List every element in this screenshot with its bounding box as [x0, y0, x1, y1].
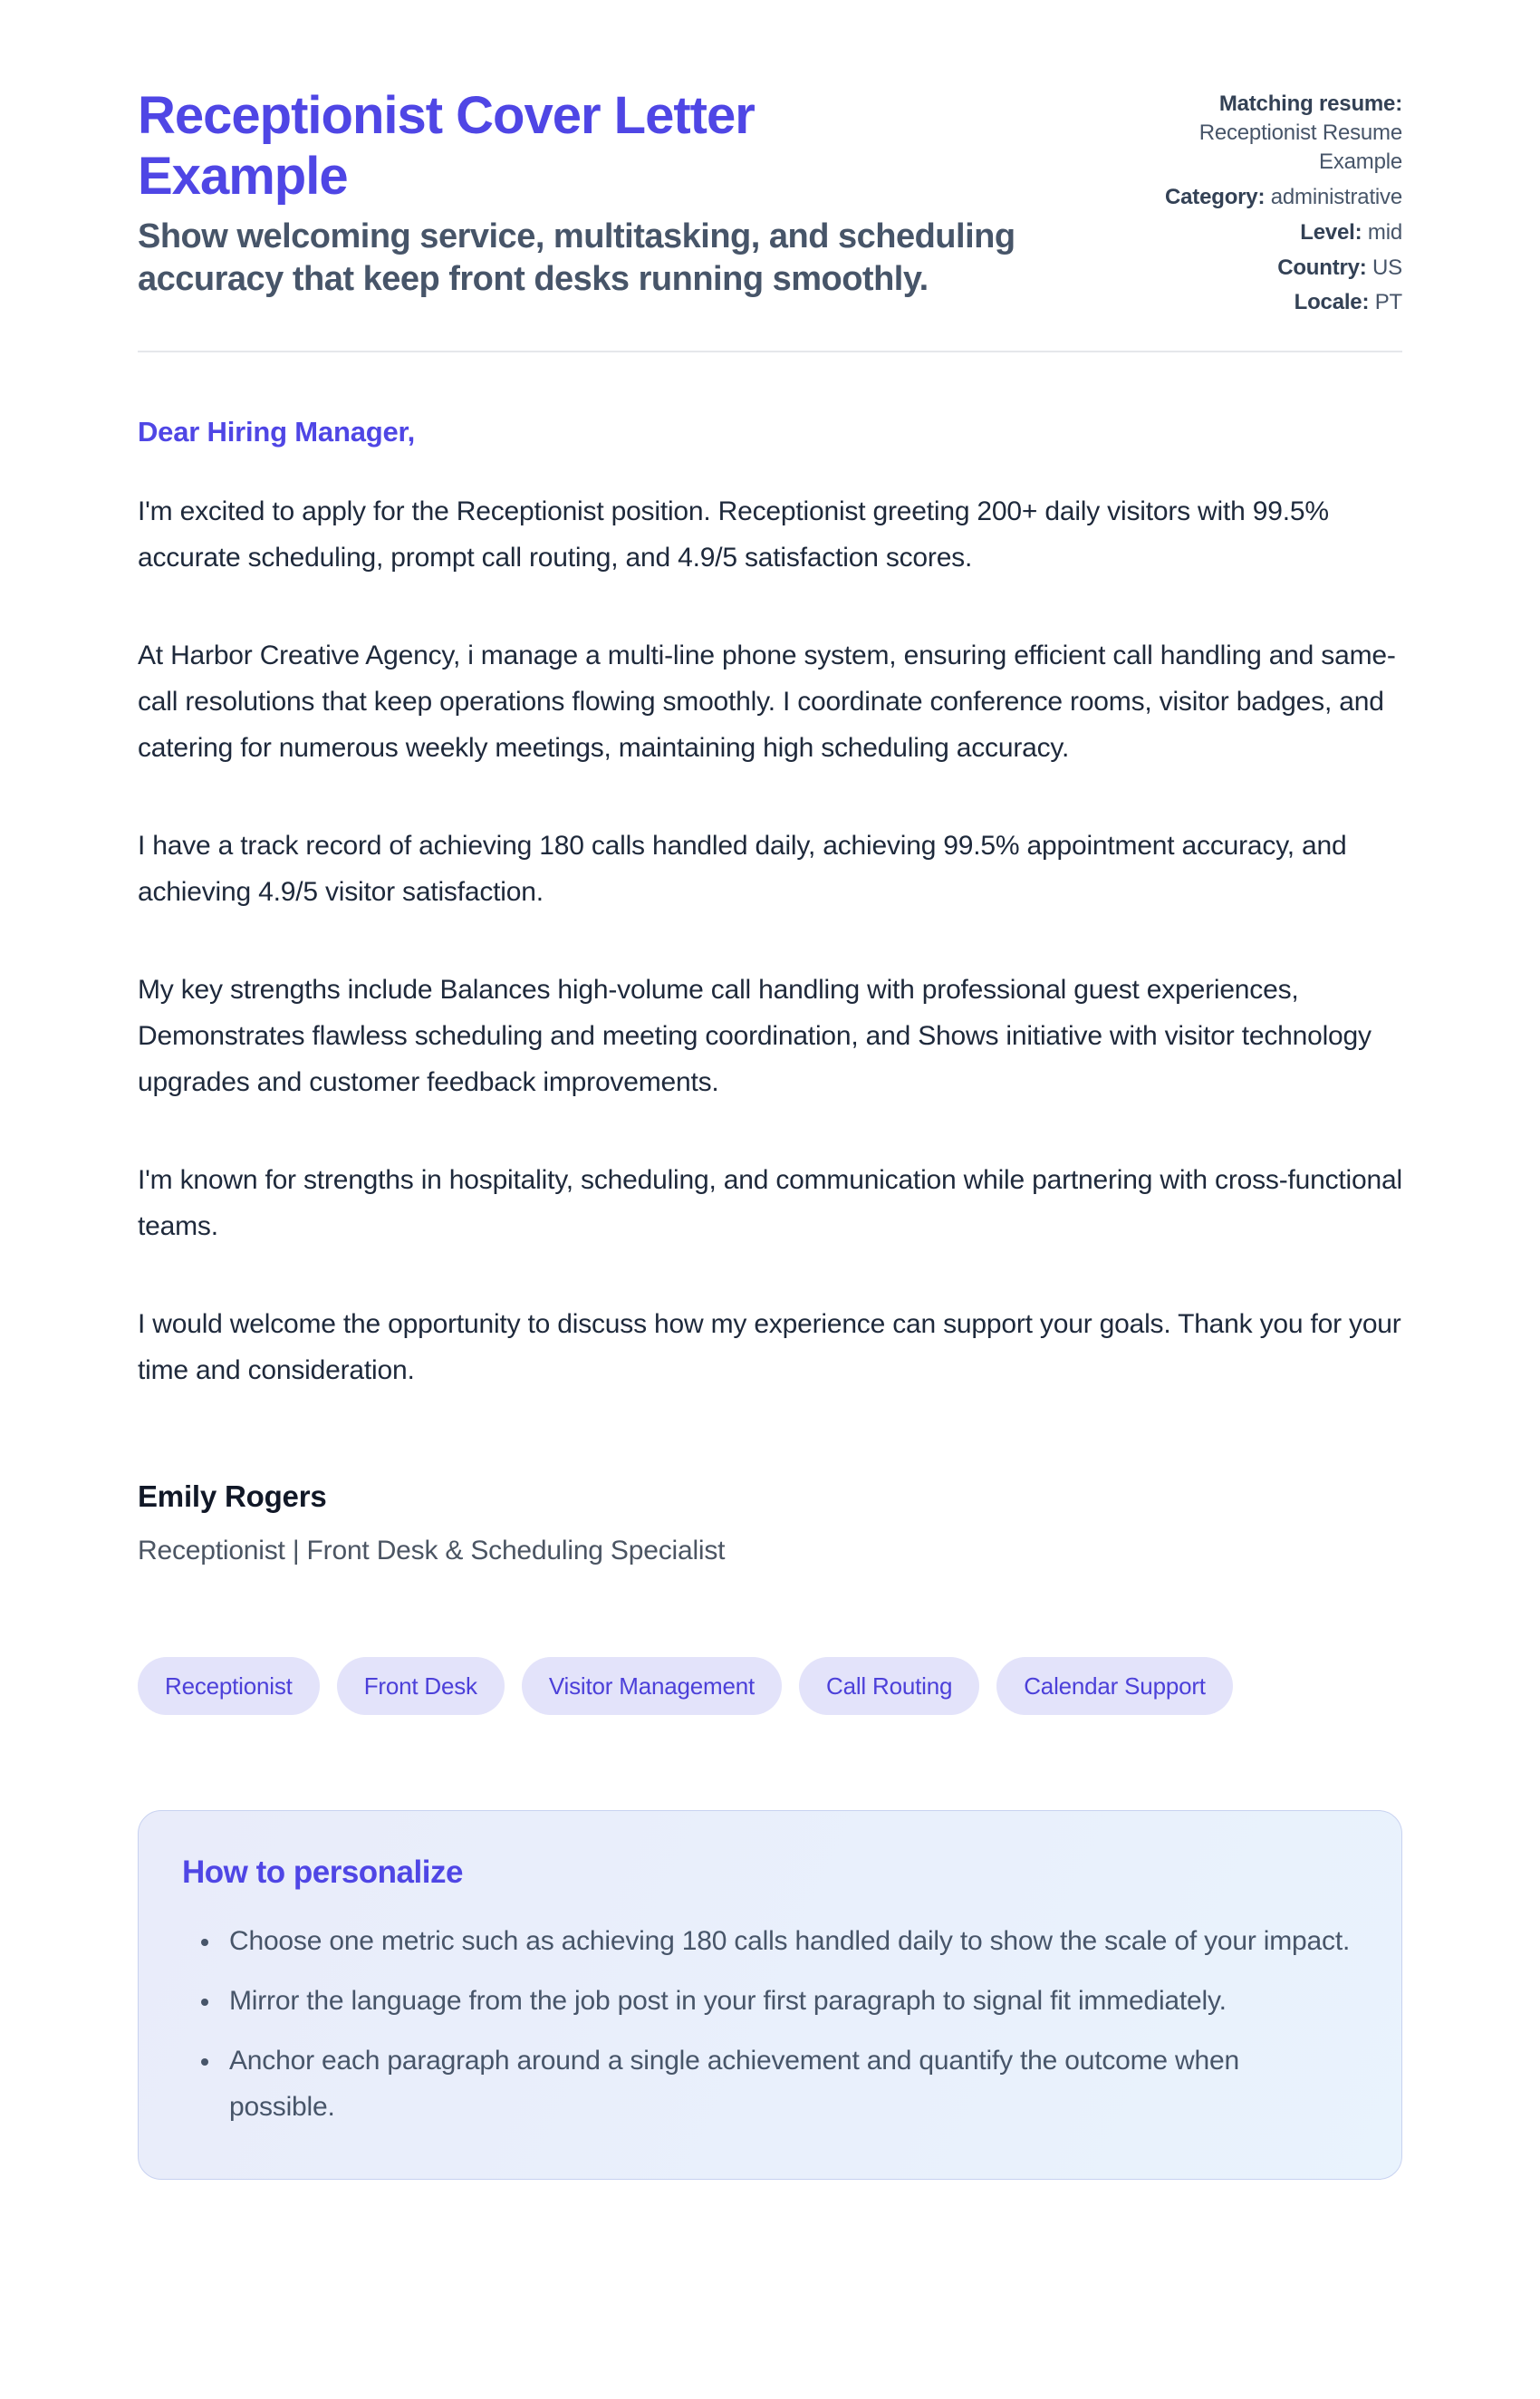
personalize-tip-2: • Mirror the language from the job post in your first paragraph to signal fit immediately.	[222, 1978, 1352, 2024]
salutation: Dear Hiring Manager,	[138, 416, 416, 448]
signature-name: Emily Rogers	[138, 1479, 327, 1514]
meta-label: Category:	[1165, 184, 1266, 209]
meta-country	[1149, 254, 1402, 283]
page-header	[138, 86, 1402, 323]
tag-pill-call-routing[interactable]: Call Routing	[799, 1657, 979, 1715]
personalize-tip-list	[182, 1918, 1352, 2130]
personalize-tip-3: • Anchor each paragraph around a single achievement and quantify the outcome when possible.	[222, 2038, 1352, 2130]
header-text-block	[138, 86, 1112, 300]
tag-pill-receptionist[interactable]: Receptionist	[138, 1657, 320, 1715]
meta-value: administrative	[1270, 184, 1402, 209]
header-divider	[138, 351, 1402, 352]
meta-panel	[1149, 90, 1402, 323]
meta-level	[1149, 218, 1402, 247]
meta-locale	[1149, 288, 1402, 317]
letter-paragraph-1: I'm excited to apply for the Receptionist position. Receptionist greeting 200+ daily visitors with 99.5% accurate scheduling, prompt call routing, and 4.9/5 satisfaction scores.	[138, 496, 1329, 573]
letter-paragraph-4: My key strengths include Balances high-volume call handling with professional guest experiences, Demonstrates flawless scheduling and meeting coordination, and Shows initiative with visitor technology upgrades and customer feedback improvements.	[138, 975, 1372, 1098]
tag-pill-calendar-support[interactable]: Calendar Support	[996, 1657, 1233, 1715]
meta-label: Country:	[1277, 255, 1367, 280]
letter-paragraph-2: At Harbor Creative Agency, i manage a multi-line phone system, ensuring efficient call handling and same-call resolutions that keep operations flowing smoothly. I coordinate conference rooms, visitor badges, and catering for numerous weekly meetings, maintaining high scheduling accuracy.	[138, 641, 1396, 764]
personalize-tip-1: • Choose one metric such as achieving 180 calls handled daily to show the scale of your impact.	[222, 1918, 1352, 1964]
tag-list	[138, 1657, 1402, 1715]
personalize-box	[138, 1810, 1402, 2180]
meta-value: Receptionist Resume Example	[1198, 120, 1402, 174]
page-subtitle: Show welcoming service, multitasking, and scheduling accuracy that keep front desks running smoothly.	[138, 217, 1015, 298]
tag-pill-visitor-management[interactable]: Visitor Management	[522, 1657, 782, 1715]
letter-body	[138, 416, 1402, 1566]
meta-label: Locale:	[1294, 290, 1370, 315]
letter-paragraph-5: I'm known for strengths in hospitality, scheduling, and communication while partnering with cross-functional teams.	[138, 1165, 1402, 1242]
meta-label: Level:	[1300, 219, 1362, 245]
meta-matching-resume	[1149, 90, 1402, 177]
letter-paragraph-6: I would welcome the opportunity to discuss how my experience can support your goals. Thank you for your time and consideration.	[138, 1309, 1401, 1386]
meta-label: Matching resume:	[1218, 92, 1402, 116]
meta-value: PT	[1374, 290, 1402, 315]
meta-category	[1149, 183, 1402, 212]
page-title: Receptionist Cover Letter Example	[138, 86, 755, 206]
tag-pill-front-desk[interactable]: Front Desk	[337, 1657, 505, 1715]
signature-role: Receptionist | Front Desk & Scheduling Specialist	[138, 1536, 726, 1566]
letter-paragraph-3: I have a track record of achieving 180 calls handled daily, achieving 99.5% appointment accuracy, and achieving 4.9/5 visitor satisfaction.	[138, 831, 1347, 908]
meta-value: US	[1372, 255, 1402, 280]
personalize-title: How to personalize	[182, 1855, 463, 1891]
meta-value: mid	[1367, 219, 1402, 245]
